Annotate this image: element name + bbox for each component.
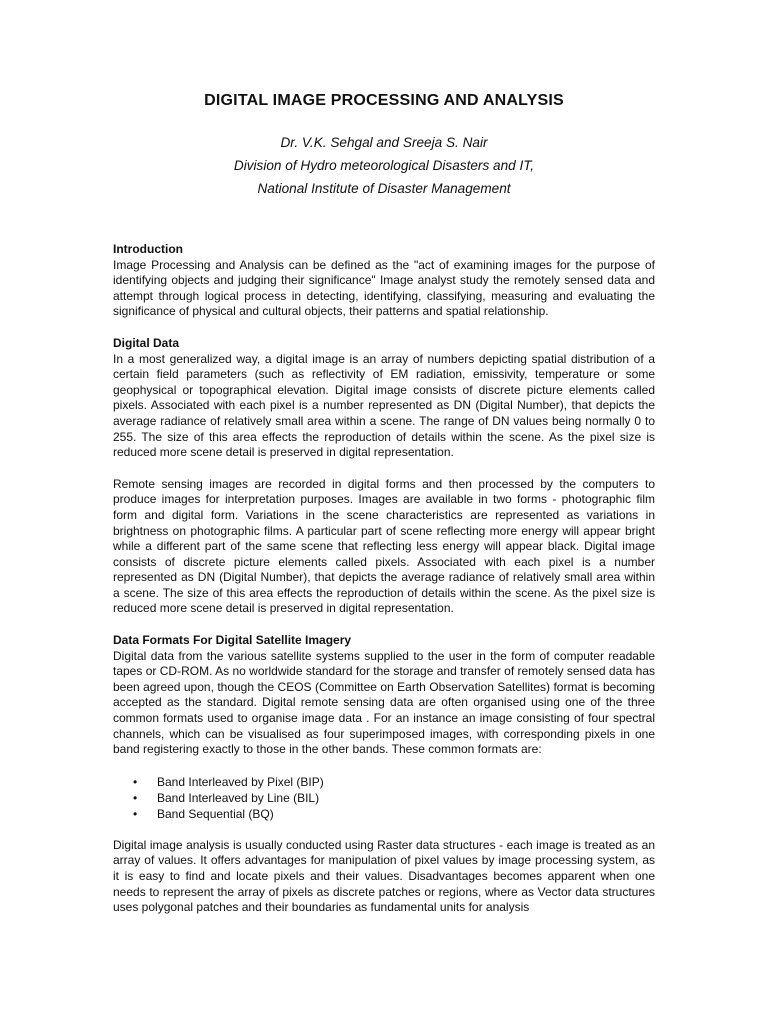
paper-title: DIGITAL IMAGE PROCESSING AND ANALYSIS (204, 92, 564, 109)
list-item-label: Band Sequential (BQ) (157, 806, 274, 821)
section-paragraph: Digital image analysis is usually conducted using Raster data structures - each image is treated as an array of values. It offers advantages for manipulation of pixel values by image processing system, as it is easy to find and locate pixels and their values. Disadvantages becomes apparent when one needs to represent the array of pixels as discrete patches or regions, where as Vector data structures uses polygonal patches and their boundaries as fundamental units for analysis (113, 837, 655, 915)
section-paragraph: Image Processing and Analysis can be defined as the "act of examining images for the purpose of identifying objects and judging their significance" Image analyst study the remotely sensed data and attempt through logical process in detecting, identifying, classifying, measuring and evaluating the significance of physical and cultural objects, their patterns and spatial relationship. (113, 257, 655, 319)
section-heading: Data Formats For Digital Satellite Imagery (113, 633, 352, 648)
list-item (133, 790, 655, 806)
section-paragraph: In a most generalized way, a digital image is an array of numbers depicting spatial distribution of a certain field parameters (such as reflectivity of EM radiation, emissivity, temperature or some geophysical or topographical elevation. Digital image consists of discrete picture elements called pixels. Associated with each pixel is a number represented as DN (Digital Number), that depicts the average radiance of relatively small area within a scene. The range of DN values being normally 0 to 255. The size of this area effects the reproduction of details within the scene. As the pixel size is reduced more scene detail is preserved in digital representation. (113, 351, 655, 460)
section-data-formats (113, 633, 655, 916)
list-item-label: Band Interleaved by Pixel (BIP) (157, 774, 324, 789)
list-item (133, 806, 655, 822)
format-list (113, 774, 655, 822)
list-item (133, 774, 655, 790)
section-introduction (113, 242, 655, 320)
bullet-icon: • (133, 774, 138, 789)
author-institute: National Institute of Disaster Management (257, 181, 511, 196)
section-paragraph: Remote sensing images are recorded in digital forms and then processed by the computers to produce images for interpretation purposes. Images are available in two forms - photographic film form and digital form. Variations in the scene characteristics are represented as variations in brightness on photographic films. A particular part of scene reflecting more energy will appear bright while a different part of the same scene that reflecting less energy will appear black. Digital image consists of discrete picture elements called pixels. Associated with each pixel is a number represented as DN (Digital Number), that depicts the average radiance of relatively small area within a scene. The size of this area effects the reproduction of details within the scene. As the pixel size is reduced more scene detail is preserved in digital representation. (113, 476, 655, 616)
section-heading: Digital Data (113, 335, 180, 350)
author-division: Division of Hydro meteorological Disasters and IT, (233, 158, 535, 173)
author-block (113, 131, 655, 200)
section-heading: Introduction (113, 242, 183, 256)
section-paragraph: Digital data from the various satellite systems supplied to the user in the form of computer readable tapes or CD-ROM. As no worldwide standard for the storage and transfer of remotely sensed data has been agreed upon, though the CEOS (Committee on Earth Observation Satellites) format is becoming accepted as the standard. Digital remote sensing data are often organised using one of the three common formats used to organise image data . For an instance an image consisting of four spectral channels, which can be visualised as four superimposed images, with corresponding pixels in one band registering exactly to those in the other bands. These common formats are: (113, 648, 655, 757)
section-digital-data (113, 336, 655, 617)
list-item-label: Band Interleaved by Line (BIL) (157, 790, 320, 805)
author-names: Dr. V.K. Sehgal and Sreeja S. Nair (280, 135, 488, 150)
bullet-icon: • (133, 790, 138, 805)
bullet-icon: • (133, 806, 138, 821)
